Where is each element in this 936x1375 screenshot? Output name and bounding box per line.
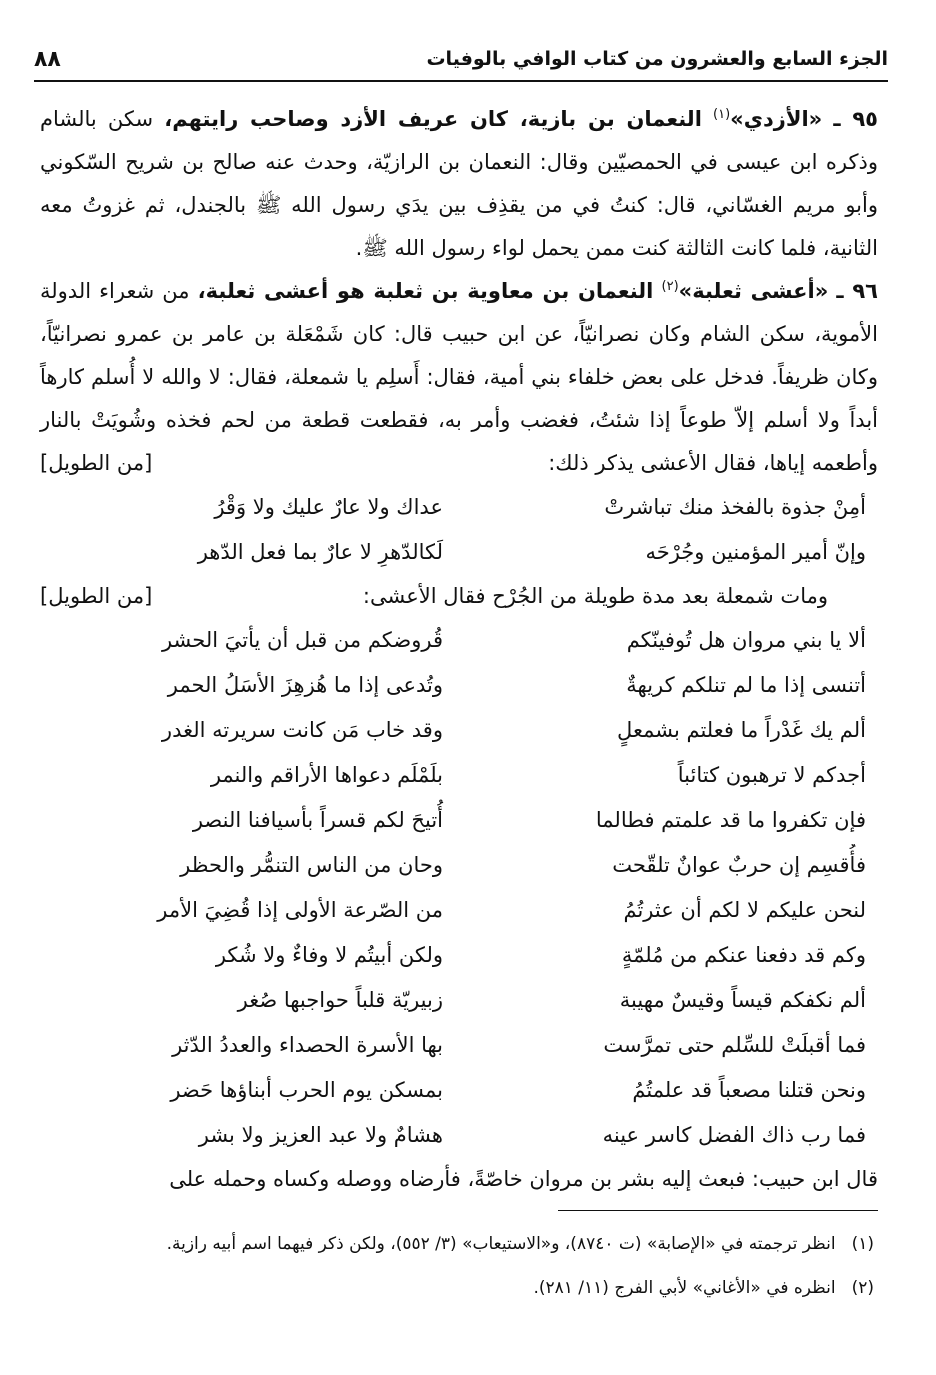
- footnote-text: انظره في «الأغاني» لأبي الفرج (١١/ ٢٨١).: [533, 1278, 836, 1298]
- verse-first-hemistich: أجدكم لا ترهبون كتائباً: [677, 763, 866, 787]
- entry-96-nisba: «أعشى ثعلبة»: [678, 279, 829, 303]
- verse-first-hemistich: فإن تكفروا ما قد علمتم فطالما: [595, 808, 866, 832]
- verse-first-hemistich: أمِنْ جذوة بالفخذ منك تباشرتْ: [604, 495, 866, 519]
- entry-95-number: ٩٥ ـ: [833, 107, 878, 131]
- verse-second-hemistich: هشامٌ ولا عبد العزيز ولا بشر: [198, 1123, 443, 1147]
- footnote-text: انظر ترجمته في «الإصابة» (ت ٨٧٤٠)، و«الاستيعاب» (٣/ ٥٥٢)، ولكن ذكر فيهما اسم أبيه رازية.: [166, 1234, 836, 1254]
- poem-verse: [40, 485, 878, 530]
- footnotes: [40, 1222, 874, 1310]
- verse-second-hemistich: من الصّرعة الأولى إذا قُضِيَ الأمر: [157, 898, 443, 922]
- entry-96-heading: النعمان بن معاوية بن ثعلبة هو أعشى ثعلبة،: [197, 279, 654, 303]
- verse-second-hemistich: عداك ولا عارٌ عليك ولا وَقْرُ: [214, 495, 443, 519]
- verse-first-hemistich: لنحن عليكم لا لكم أن عثرتُمُ: [623, 898, 866, 922]
- poem-verse: [40, 530, 878, 575]
- verse-second-hemistich: بمسكن يوم الحرب أبناؤها حَضر: [170, 1078, 443, 1102]
- poem-1: [40, 485, 878, 575]
- poem-verse: [40, 618, 878, 663]
- footnote-divider: [558, 1210, 878, 1211]
- poem-verse: [40, 1113, 878, 1158]
- poem-verse: [40, 1023, 878, 1068]
- verse-first-hemistich: فأُقسِم إن حربٌ عوانٌ تلقّحت: [612, 853, 866, 877]
- entry-96-number: ٩٦ ـ: [836, 279, 878, 303]
- verse-first-hemistich: ألم يك غَدْراً ما فعلتم بشمعلٍ: [617, 718, 866, 742]
- verse-second-hemistich: زبيريّة قلباً حواجبها صُغر: [237, 988, 443, 1012]
- poem-verse: [40, 663, 878, 708]
- verse-first-hemistich: ونحن قتلنا مصعباً قد علمتُمُ: [632, 1078, 866, 1102]
- verse-first-hemistich: وإنّ أمير المؤمنين وجُرْحَه: [645, 540, 866, 564]
- verse-first-hemistich: ألم نكفكم قيساً وقيسٌ مهيبة: [619, 988, 866, 1012]
- verse-first-hemistich: فما أقبلَتْ للسِّلم حتى تمرَّست: [603, 1033, 866, 1057]
- verse-first-hemistich: أتنسى إذا ما لم تنلكم كريهةٌ: [626, 673, 866, 697]
- poem-verse: [40, 798, 878, 843]
- footnote-1: [40, 1222, 874, 1266]
- footnote-ref-2: (٢): [661, 279, 679, 294]
- poem-2-intro: [40, 575, 878, 618]
- poem-verse: [40, 1068, 878, 1113]
- poem-verse: [40, 888, 878, 933]
- footnote-marker: (٢): [851, 1278, 874, 1298]
- verse-second-hemistich: وقد خاب مَن كانت سريرته الغدر: [161, 718, 443, 742]
- page-body: [40, 98, 878, 1201]
- poem-verse: [40, 978, 878, 1023]
- poem-verse: [40, 933, 878, 978]
- verse-second-hemistich: وحان من الناس التنمُّر والحظر: [180, 853, 443, 877]
- footnote-2: [40, 1266, 874, 1310]
- meter-label: [من الطويل]: [40, 451, 153, 475]
- verse-second-hemistich: وتُدعى إذا ما هُزهِزَ الأسَلُ الحمر: [167, 673, 443, 697]
- entry-95-text: سكن بالشام وذكره ابن عيسى في الحمصيّين وقال: النعمان بن الرازيّة، وحدث عنه صالح بن شريح السّكوني وأبو مريم الغسّاني، قال: كنتُ في من يقذِف بين يدَي رسول الله ﷺ بالجندل، ثم غزوتُ معه الثانية، فلما كانت الثالثة كنت ممن يحمل لواء رسول الله ﷺ.: [40, 107, 878, 260]
- poem-2-intro-text: ومات شمعلة بعد مدة طويلة من الجُرْح فقال الأعشى:: [362, 584, 828, 608]
- entry-95-nisba: «الأزدي»: [730, 107, 823, 131]
- poem-2: [40, 618, 878, 1158]
- entry-96-text: من شعراء الدولة الأموية، سكن الشام وكان نصرانيّاً، عن ابن حبيب قال: كان شَمْعَلة بن عامر بن عمرو نصرانيّاً، وكان ظريفاً. فدخل على بعض خلفاء بني أمية، فقال: أَسلِم يا شمعلة، فقال: لا والله لا أُسلم كارهاً أبداً ولا أسلم إلاّ طوعاً إذا شئتُ، فغضب وأمر به، فقطعت قطعة من لحم فخذه وشُويَتْ بالنار وأطعمه إياها، فقال الأعشى يذكر ذلك:: [40, 279, 878, 475]
- verse-first-hemistich: فما رب ذاك الفضل كاسر عينه: [602, 1123, 866, 1147]
- verse-second-hemistich: أُتيحَ لكم قسراً بأسيافنا النصر: [192, 808, 443, 832]
- page-header: [34, 38, 888, 82]
- verse-second-hemistich: بها الأسرة الحصداء والعددُ الدّثر: [172, 1033, 443, 1057]
- verse-first-hemistich: ألا يا بني مروان هل تُوفينّكم: [626, 628, 866, 652]
- entry-95-heading: النعمان بن بازية، كان عريف الأزد وصاحب رايتهم،: [164, 107, 702, 131]
- footnote-ref-1: (١): [713, 107, 731, 122]
- footnote-marker: (١): [851, 1234, 874, 1254]
- poem-verse: [40, 843, 878, 888]
- verse-second-hemistich: قُروضكم من قبل أن يأتيَ الحشر: [161, 628, 443, 652]
- verse-second-hemistich: بلَمْلَم دعواها الأراقم والنمر: [210, 763, 443, 787]
- entry-96: [40, 270, 878, 485]
- entry-95: [40, 98, 878, 270]
- poem-verse: [40, 753, 878, 798]
- verse-second-hemistich: ولكن أبيتُم لا وفاءٌ ولا شُكر: [215, 943, 443, 967]
- verse-first-hemistich: وكم قد دفعنا عنكم من مُلمّةٍ: [621, 943, 866, 967]
- page-number: ٨٨: [34, 46, 61, 72]
- running-title: الجزء السابع والعشرون من كتاب الوافي بالوفيات: [426, 48, 888, 70]
- meter-label: [من الطويل]: [40, 584, 153, 608]
- verse-second-hemistich: لَكالدّهرِ لا عارٌ بما فعل الدّهر: [197, 540, 443, 564]
- poem-verse: [40, 708, 878, 753]
- closing-paragraph: قال ابن حبيب: فبعث إليه بشر بن مروان خاصّةً، فأرضاه ووصله وكساه وحمله على: [169, 1167, 878, 1191]
